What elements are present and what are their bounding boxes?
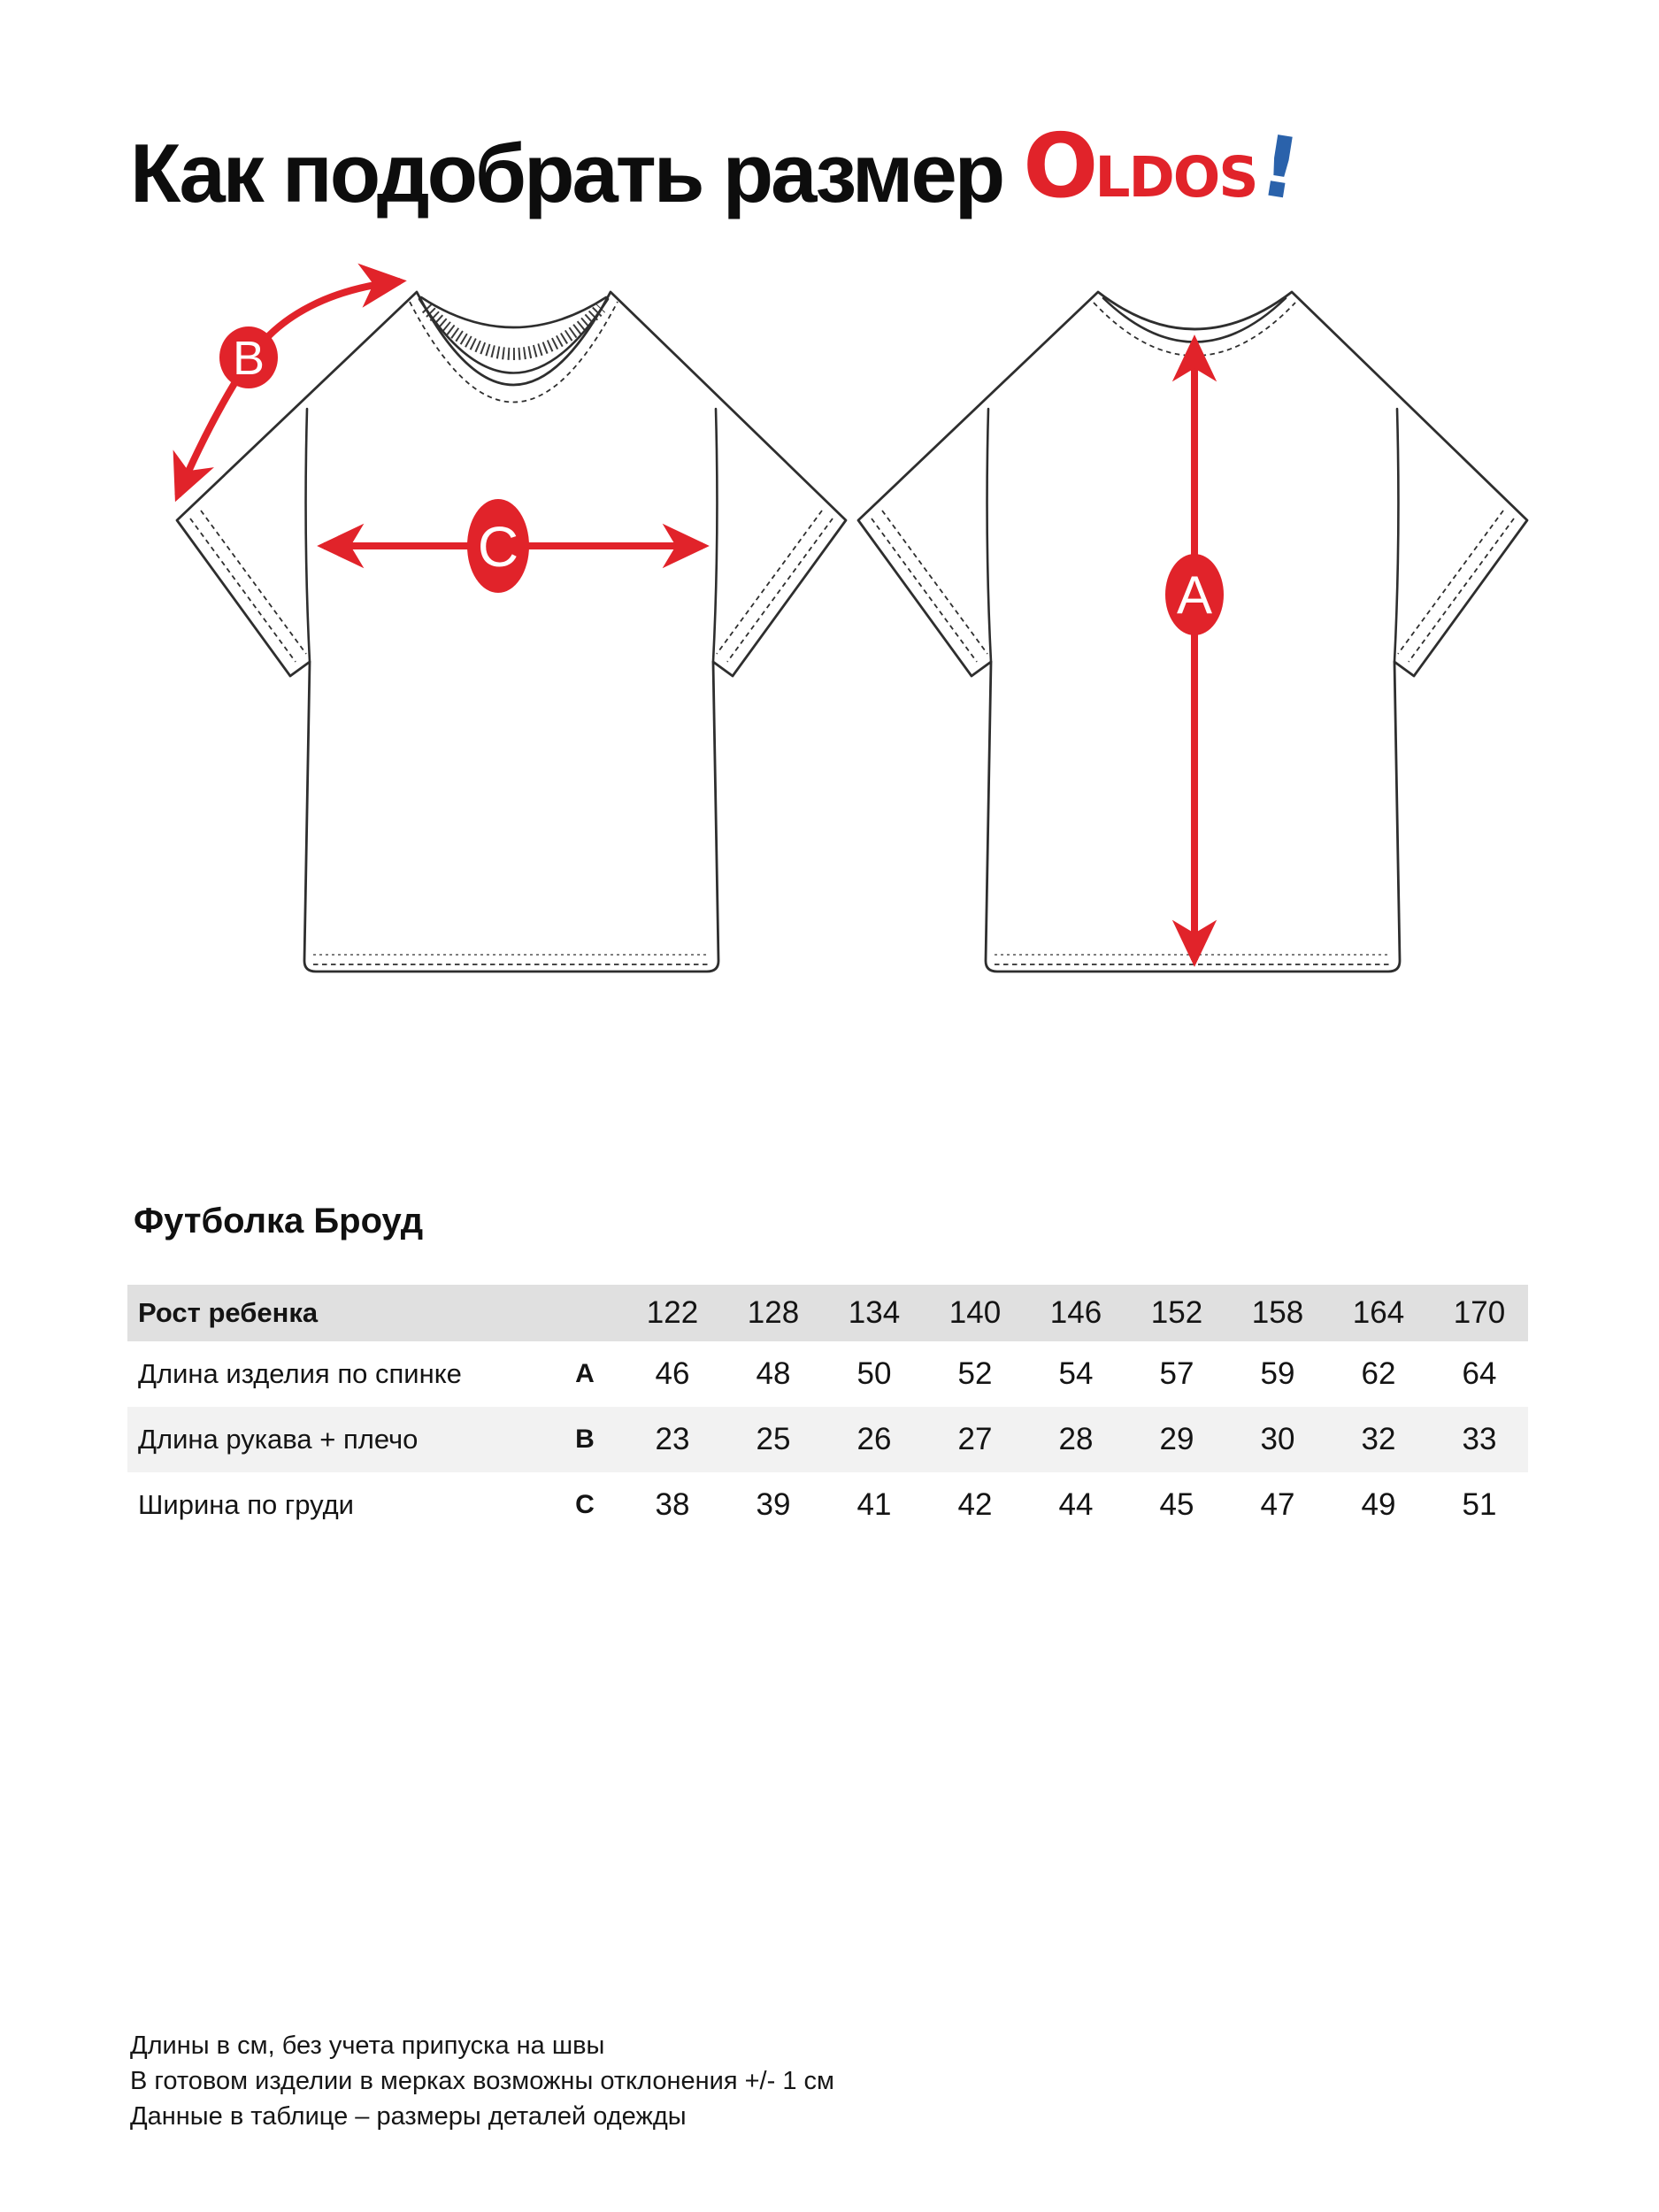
row-label: Длина рукава + плечо: [138, 1424, 419, 1455]
value-cell: 54: [1058, 1356, 1094, 1391]
table-row-a: [127, 1341, 1528, 1407]
footnote-line: Длины в см, без учета припуска на швы: [130, 2032, 605, 2060]
table-row-b: [127, 1407, 1528, 1472]
table-header-row: [127, 1285, 1528, 1341]
logo-exclamation: !: [1253, 117, 1303, 219]
value-cell: 47: [1260, 1487, 1295, 1522]
row-label: Длина изделия по спинке: [138, 1358, 462, 1389]
height-cell: 134: [848, 1295, 901, 1330]
value-cell: 51: [1462, 1487, 1497, 1522]
value-cell: 45: [1159, 1487, 1194, 1522]
size-table: [127, 1285, 1528, 1538]
badge-c-letter: C: [477, 515, 519, 579]
logo-letter-o: O: [1023, 113, 1095, 218]
value-cell: 44: [1058, 1487, 1094, 1522]
page-title-text: Как подобрать размер: [130, 126, 1003, 219]
height-cell: 170: [1453, 1295, 1506, 1330]
value-cell: 64: [1462, 1356, 1497, 1391]
value-cell: 57: [1159, 1356, 1194, 1391]
footnotes: [130, 2028, 834, 2134]
value-cell: 27: [957, 1422, 993, 1456]
height-cell: 146: [1049, 1295, 1102, 1330]
value-cell: 52: [957, 1356, 993, 1391]
height-cell: 164: [1352, 1295, 1405, 1330]
value-cell: 28: [1058, 1422, 1094, 1456]
height-cell: 122: [646, 1295, 699, 1330]
row-letter: B: [575, 1425, 595, 1454]
front-shirt-outline: [177, 292, 846, 972]
value-cell: 50: [856, 1356, 892, 1391]
footnote-line: Данные в таблице – размеры деталей одежды: [130, 2102, 687, 2131]
value-cell: 30: [1260, 1422, 1295, 1456]
value-cell: 41: [856, 1487, 892, 1522]
row-label: Ширина по груди: [138, 1489, 354, 1520]
value-cell: 48: [756, 1356, 791, 1391]
height-cell: 128: [747, 1295, 800, 1330]
value-cell: 49: [1361, 1487, 1396, 1522]
row-letter: C: [575, 1490, 595, 1519]
height-cell: 140: [949, 1295, 1002, 1330]
logo-letters-ldos: LDOS: [1094, 144, 1257, 210]
value-cell: 62: [1361, 1356, 1396, 1391]
badge-a-letter: A: [1176, 565, 1213, 625]
value-cell: 23: [655, 1422, 690, 1456]
value-cell: 29: [1159, 1422, 1194, 1456]
value-cell: 33: [1462, 1422, 1497, 1456]
product-title: Футболка Броуд: [134, 1202, 424, 1240]
value-cell: 25: [756, 1422, 791, 1456]
value-cell: 46: [655, 1356, 690, 1391]
tshirt-front-drawing: [177, 292, 846, 972]
badge-b-letter: B: [232, 332, 265, 385]
row-letter: A: [575, 1359, 595, 1388]
table-row-c: [127, 1472, 1528, 1538]
value-cell: 32: [1361, 1422, 1396, 1456]
value-cell: 59: [1260, 1356, 1295, 1391]
header-label: Рост ребенка: [138, 1297, 319, 1328]
height-cell: 152: [1150, 1295, 1203, 1330]
height-cell: 158: [1251, 1295, 1304, 1330]
value-cell: 26: [856, 1422, 892, 1456]
value-cell: 42: [957, 1487, 993, 1522]
value-cell: 39: [756, 1487, 791, 1522]
footnote-line: В готовом изделии в мерках возможны отклонения +/- 1 см: [130, 2067, 834, 2095]
value-cell: 38: [655, 1487, 690, 1522]
